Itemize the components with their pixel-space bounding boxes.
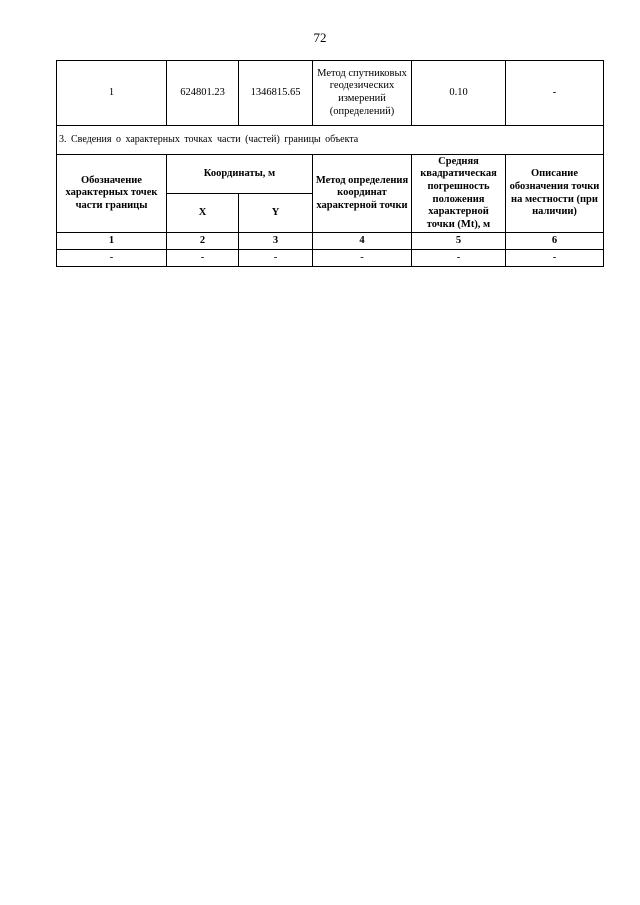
description-header: Описание обозначения точки на местности (при наличии) (506, 155, 604, 233)
y-header: Y (239, 194, 313, 233)
page-number: 72 (313, 30, 327, 45)
empty-cell: - (239, 250, 313, 267)
point-id-cell: 1 (57, 61, 167, 126)
accuracy-header: Средняя квадратическая погрешность положения характерной точки (Mt), м (412, 155, 506, 233)
coordinates-header: Координаты, м (167, 155, 313, 194)
designation-header: Обозначение характерных точек части границы (57, 155, 167, 233)
y-coordinate-cell: 1346815.65 (239, 61, 313, 126)
empty-cell: - (167, 250, 239, 267)
empty-cell: - (412, 250, 506, 267)
method-cell: Метод спутниковых геодезических измерений (определений) (313, 61, 412, 126)
section-row (57, 126, 604, 155)
table-row (57, 250, 604, 267)
x-coordinate-cell: 624801.23 (167, 61, 239, 126)
accuracy-cell: 0.10 (412, 61, 506, 126)
column-number: 1 (57, 233, 167, 250)
header-row (57, 155, 604, 194)
column-number: 4 (313, 233, 412, 250)
empty-cell: - (57, 250, 167, 267)
column-number: 3 (239, 233, 313, 250)
column-number: 2 (167, 233, 239, 250)
empty-cell: - (313, 250, 412, 267)
column-number: 5 (412, 233, 506, 250)
table-row (57, 61, 604, 126)
empty-cell: - (506, 250, 604, 267)
coordinates-table (56, 60, 604, 267)
method-header: Метод определения координат характерной точки (313, 155, 412, 233)
x-header: X (167, 194, 239, 233)
description-cell: - (506, 61, 604, 126)
section-title: 3. Сведения о характерных точках части (частей) границы объекта (57, 126, 604, 155)
column-number: 6 (506, 233, 604, 250)
column-numbers-row (57, 233, 604, 250)
